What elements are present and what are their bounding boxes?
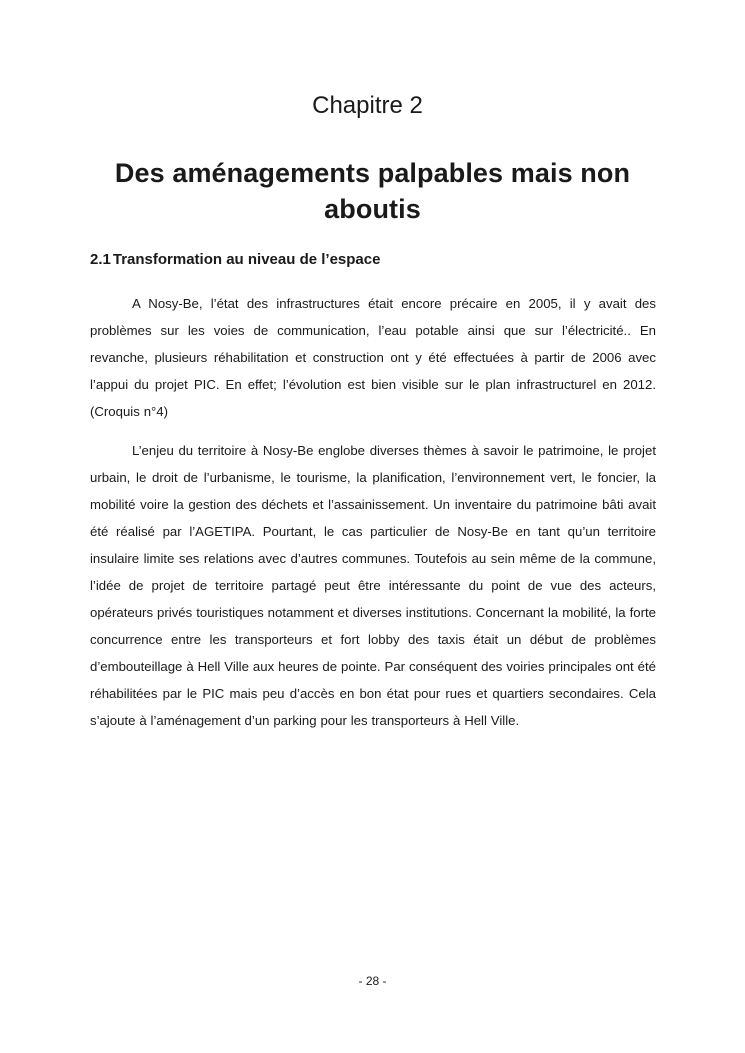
chapter-title: Des aménagements palpables mais non aboutis [114,158,631,224]
section-title: Transformation au niveau de l’espace [112,251,381,268]
chapter-label: Chapitre 2 [312,92,423,119]
page-number: - 28 - [358,974,387,988]
body-paragraph-2: L’enjeu du territoire à Nosy-Be englobe diverses thèmes à savoir le patrimoine, le projet urbain, le droit de l’urbanisme, le tourisme, la planification, l’environnement vert, le foncier, la mobilité voire la gestion des déchets et l’assainissement. Un inventaire du patrimoine bâti avait été réalisé par l’AGETIPA. Pourtant, le cas particulier de Nosy-Be en tant qu’un territoire insulaire limite ses relations avec d’autres communes. Toutefois au sein même de la commune, l’idée de projet de territoire partagé peut être intéressante du point de vue des acteurs, opérateurs privés touristiques notamment et diverses institutions. Concernant la mobilité, la forte concurrence entre les transporteurs et fort lobby des taxis était un début de problèmes d’embouteillage à Hell Ville aux heures de pointe. Par conséquent des voiries principales ont été réhabilitées par le PIC mais peu d’accès en bon état pour rues et quartiers secondaires. Cela s’ajoute à l’aménagement d’un parking pour les transporteurs à Hell Ville. [90,443,656,728]
body-paragraph-1: A Nosy-Be, l’état des infrastructures était encore précaire en 2005, il y avait des problèmes sur les voies de communication, l’eau potable ainsi que sur l’électricité.. En revanche, plusieurs réhabilitation et construction ont y été effectuées à partir de 2006 avec l’appui du projet PIC. En effet; l’évolution est bien visible sur le plan infrastructurel en 2012. (Croquis n°4) [90,296,656,419]
section-heading [90,251,380,268]
section-number: 2.1 [90,251,111,268]
